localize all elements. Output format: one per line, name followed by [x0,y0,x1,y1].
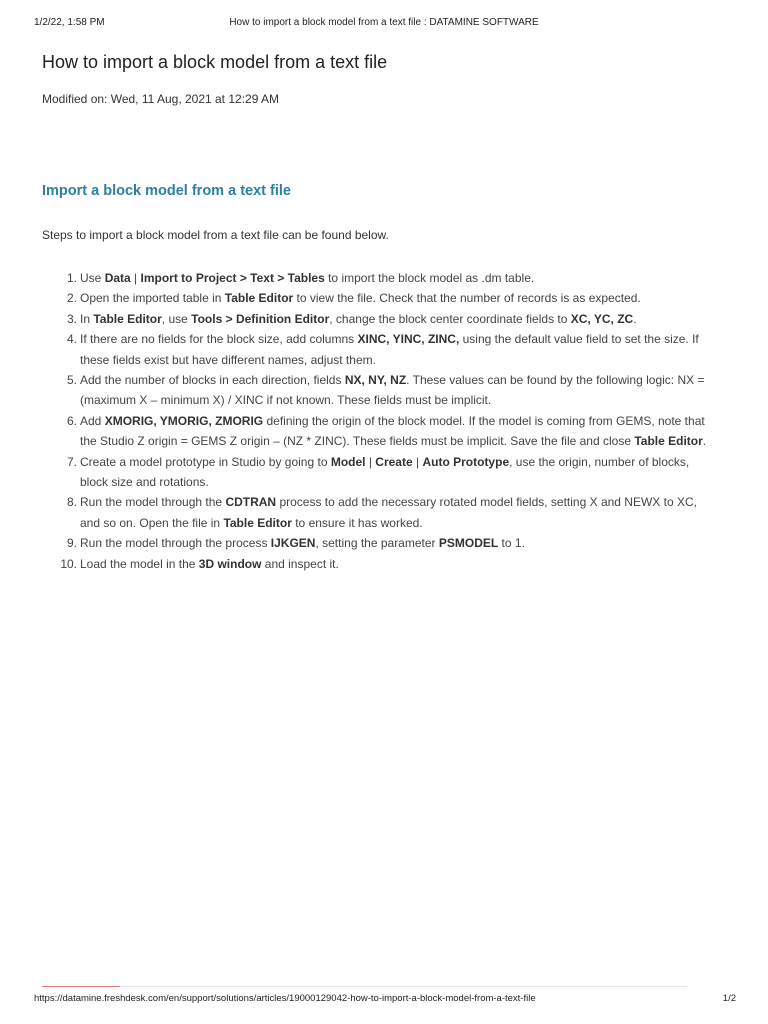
step-text: | [130,271,141,285]
step-text: Add [80,413,105,428]
step-emphasis: Data [104,271,131,285]
step-item [66,533,720,553]
step-emphasis: Table Editor [223,515,292,530]
step-emphasis: Model [330,454,366,469]
step-item [66,309,720,329]
step-emphasis: Tools > Definition Editor [191,311,330,326]
step-emphasis: XINC, YINC, ZINC, [357,332,460,347]
step-item [66,492,720,533]
step-text: If there are no fields for the block size, add columns [80,332,358,347]
intro-text: Steps to import a block model from a text file can be found below. [42,228,389,242]
step-text: Add the number of blocks in each direction, fields [80,373,345,388]
step-text: | [365,454,376,469]
step-text: Use [80,271,105,285]
steps-list [60,268,720,574]
step-emphasis: IJKGEN [270,536,316,551]
step-number: 7. [66,454,77,469]
step-emphasis: NX, NY, NZ [344,373,407,388]
step-number: 5. [66,373,77,388]
step-text: In [80,311,94,326]
step-emphasis: PSMODEL [438,536,499,551]
print-date: 1/2/22, 1:58 PM [34,17,105,28]
step-text: process to add the necessary rotated model fields, setting X and NEWX to XC, and so on. Open the file in [80,495,697,530]
step-text: | [412,454,423,469]
step-text: . [702,434,707,449]
step-text: , change the block center coordinate fields to [329,311,571,326]
step-text: to view the file. Check that the number of records is as expected. [293,291,641,306]
step-emphasis: XMORIG, YMORIG, ZMORIG [104,413,264,428]
step-emphasis: CDTRAN [225,495,277,510]
step-text: Open the imported table in [80,291,225,306]
step-text: to 1. [498,536,525,551]
step-text: , setting the parameter [315,536,439,551]
step-text: , use [161,311,192,326]
modified-date: Modified on: Wed, 11 Aug, 2021 at 12:29 AM [42,92,280,106]
page-number: 1/2 [722,993,736,1004]
footer-divider-accent [42,986,120,987]
step-emphasis: Import to Project > Text > Tables [140,271,325,285]
step-emphasis: Auto Prototype [422,454,510,469]
section-heading: Import a block model from a text file [42,183,291,199]
step-text: and inspect it. [261,556,339,571]
step-text: . [633,311,637,326]
footer-divider [42,986,687,987]
step-text: . These values can be found by the following logic: NX = (maximum X – minimum X) / XINC if not known. These fields must be implicit. [80,373,705,408]
print-page-title: How to import a block model from a text file : DATAMINE SOFTWARE [229,17,539,28]
article-title: How to import a block model from a text file [42,52,388,72]
print-header [0,17,768,31]
step-emphasis: Create [375,454,413,469]
step-emphasis: Table Editor [634,434,703,449]
step-item [66,268,720,288]
step-emphasis: XC, YC, ZC [570,311,634,326]
step-item [66,411,720,452]
step-number: 10. [60,556,77,571]
step-item [66,288,720,308]
step-text: using the default value field to set the size. If these fields exist but have different names, adjust them. [80,332,699,367]
step-item [66,370,720,411]
step-text: defining the origin of the block model. If the model is coming from GEMS, note that the Studio Z origin = GEMS Z origin – (NZ * ZINC). These fields must be implicit. Save the file and close [80,413,705,449]
step-emphasis: Table Editor [93,311,162,326]
step-number: 3. [66,311,77,326]
step-item [66,329,720,370]
step-text: Run the model through the [80,495,226,510]
step-number: 1. [66,271,77,285]
step-text: , use the origin, number of blocks, block size and rotations. [80,454,690,490]
print-footer [0,993,768,1007]
step-text: Load the model in the [80,556,199,571]
page-url: https://datamine.freshdesk.com/en/support/solutions/articles/19000129042-how-to-import-a-block-model-from-a-text-file [34,993,536,1004]
step-text: to import the block model as .dm table. [324,271,535,285]
step-emphasis: 3D window [198,556,262,571]
step-emphasis: Table Editor [224,291,294,306]
step-item [66,452,720,493]
step-item [60,554,720,574]
step-number: 2. [66,291,77,306]
step-text: Create a model prototype in Studio by going to [80,454,331,469]
step-number: 8. [66,495,77,510]
step-number: 6. [66,413,77,428]
step-text: Run the model through the process [80,536,271,551]
step-number: 4. [66,332,77,347]
step-number: 9. [66,536,77,551]
step-text: to ensure it has worked. [291,515,423,530]
